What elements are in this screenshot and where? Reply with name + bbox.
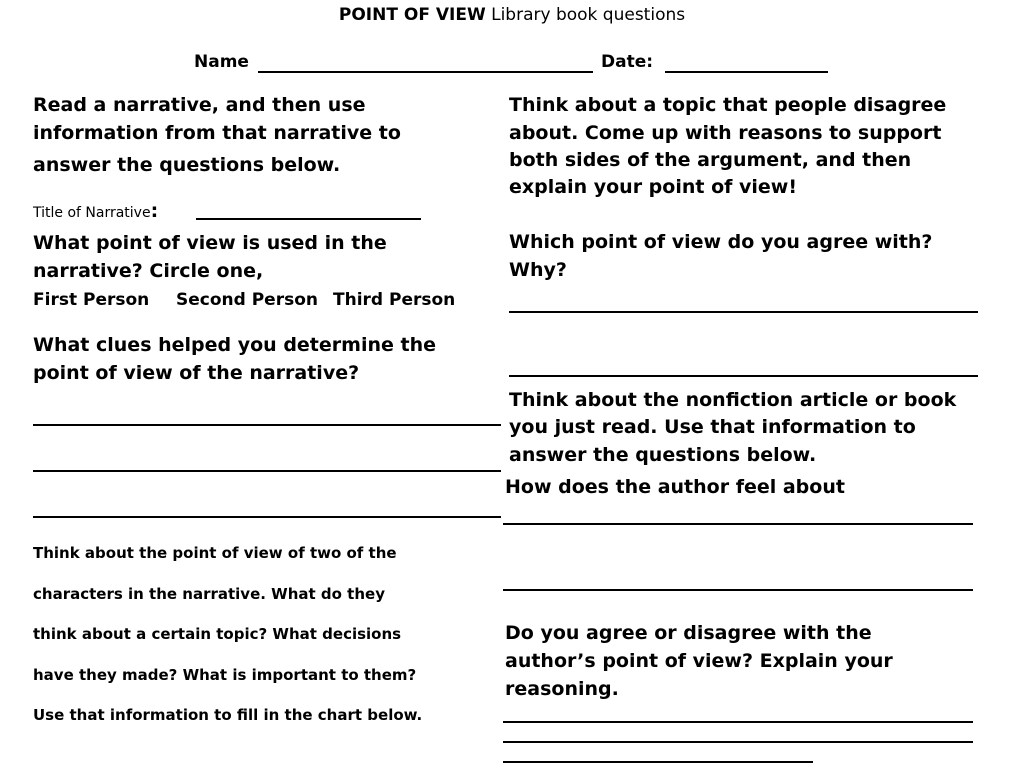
date-field[interactable] — [665, 71, 828, 73]
author-feel-answer-line-2[interactable] — [503, 589, 973, 591]
topic-prompt-line-1: Think about a topic that people disagree — [509, 94, 947, 116]
clues-answer-line-2[interactable] — [33, 470, 501, 472]
clues-question-line-2: point of view of the narrative? — [33, 362, 360, 384]
title-label-text: Title of Narrative — [33, 205, 151, 221]
agree-question-line-2: Why? — [509, 259, 567, 281]
intro-line-2: information from that narrative to — [33, 122, 401, 144]
name-label: Name — [194, 52, 249, 72]
nonfiction-prompt-line-2: you just read. Use that information to — [509, 416, 916, 438]
nonfiction-prompt-line-1: Think about the nonfiction article or book — [509, 389, 957, 411]
agree-answer-line-2[interactable] — [509, 375, 978, 377]
topic-prompt-line-3: both sides of the argument, and then — [509, 149, 912, 171]
author-feel-question: How does the author feel about — [505, 476, 845, 498]
agree-disagree-line-1: Do you agree or disagree with the — [505, 622, 872, 644]
page-title — [0, 4, 1024, 26]
pov-option-first-person[interactable]: First Person — [33, 290, 150, 310]
pov-question-line-1: What point of view is used in the — [33, 232, 387, 254]
agree-disagree-line-2: author’s point of view? Explain your — [505, 650, 893, 672]
agree-disagree-line-3: reasoning. — [505, 678, 619, 700]
clues-question-line-1: What clues helped you determine the — [33, 334, 436, 356]
nonfiction-prompt-line-3: answer the questions below. — [509, 444, 817, 466]
intro-line-3: answer the questions below. — [33, 154, 341, 176]
characters-prompt-line-5: Use that information to fill in the chart below. — [33, 706, 423, 724]
agree-answer-line-1[interactable] — [509, 311, 978, 313]
topic-prompt-line-4: explain your point of view! — [509, 176, 798, 198]
title-of-narrative-label — [33, 200, 158, 224]
characters-prompt-line-3: think about a certain topic? What decisions — [33, 625, 402, 643]
author-feel-answer-line-1[interactable] — [503, 523, 973, 525]
pov-question-line-2: narrative? Circle one, — [33, 260, 264, 282]
agree-disagree-answer-line-3[interactable] — [503, 761, 813, 763]
characters-prompt-line-2: characters in the narrative. What do they — [33, 585, 385, 603]
name-field[interactable] — [258, 71, 593, 73]
agree-disagree-answer-line-1[interactable] — [503, 721, 973, 723]
intro-line-1: Read a narrative, and then use — [33, 94, 366, 116]
topic-prompt-line-2: about. Come up with reasons to support — [509, 122, 942, 144]
page-title-bold: POINT OF VIEW — [338, 5, 486, 25]
title-label-colon: : — [150, 200, 159, 222]
date-label: Date: — [601, 52, 654, 72]
characters-prompt-line-4: have they made? What is important to them? — [33, 666, 417, 684]
agree-disagree-answer-line-2[interactable] — [503, 741, 973, 743]
pov-option-third-person[interactable]: Third Person — [333, 290, 456, 310]
page-title-rest: Library book questions — [491, 5, 686, 25]
clues-answer-line-1[interactable] — [33, 424, 501, 426]
characters-prompt-line-1: Think about the point of view of two of the — [33, 544, 397, 562]
agree-question-line-1: Which point of view do you agree with? — [509, 231, 933, 253]
pov-option-second-person[interactable]: Second Person — [176, 290, 318, 310]
clues-answer-line-3[interactable] — [33, 516, 501, 518]
title-of-narrative-field[interactable] — [196, 218, 421, 220]
